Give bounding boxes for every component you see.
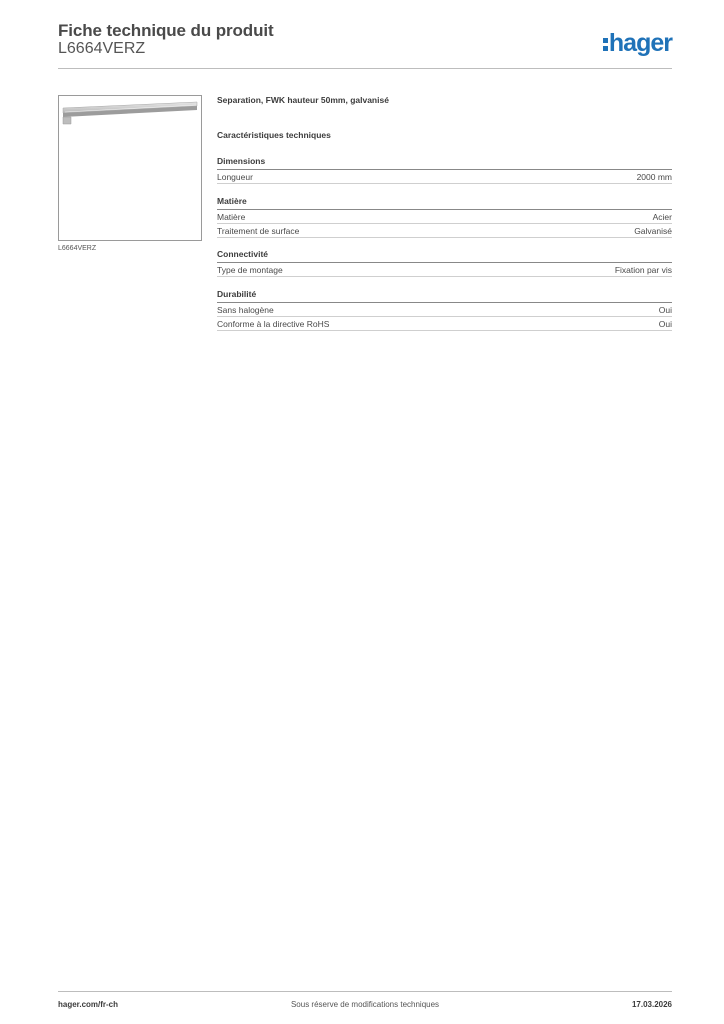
spec-label: Matière (217, 212, 246, 222)
spec-label: Traitement de surface (217, 226, 300, 236)
group-title: Connectivité (217, 249, 672, 263)
product-image (58, 95, 202, 241)
spec-label: Longueur (217, 172, 253, 182)
hager-logo (603, 29, 672, 57)
spec-group-durability (217, 289, 672, 331)
spec-label: Sans halogène (217, 305, 274, 315)
spec-value: Oui (658, 319, 672, 329)
spec-value: Fixation par vis (614, 265, 672, 275)
footer-date: 17.03.2026 (631, 1000, 672, 1009)
spec-row (217, 210, 672, 224)
logo-text: hager (608, 28, 672, 57)
group-title: Matière (217, 196, 672, 210)
spec-group-material (217, 196, 672, 238)
document-title: Fiche technique du produit (58, 21, 274, 40)
logo-colon-mark (603, 35, 608, 51)
spec-row (217, 263, 672, 277)
page-footer (58, 991, 672, 1013)
page-header (58, 20, 672, 69)
group-title: Durabilité (217, 289, 672, 303)
spec-label: Conforme à la directive RoHS (217, 319, 330, 329)
spec-row (217, 303, 672, 317)
technical-characteristics-title: Caractéristiques techniques (217, 130, 331, 140)
spec-row (217, 317, 672, 331)
product-reference: L6664VERZ (58, 40, 146, 57)
product-details (217, 95, 672, 331)
spec-label: Type de montage (217, 265, 283, 275)
spec-group-dimensions (217, 156, 672, 184)
spec-value: 2000 mm (636, 172, 672, 182)
group-title: Dimensions (217, 156, 672, 170)
spec-value: Oui (658, 305, 672, 315)
footer-disclaimer: Sous réserve de modifications techniques (290, 1000, 440, 1009)
spec-row (217, 170, 672, 184)
product-description: Separation, FWK hauteur 50mm, galvanisé (217, 95, 389, 105)
spec-row (217, 224, 672, 238)
footer-website-link[interactable]: hager.com/fr-ch (58, 1000, 119, 1009)
spec-value: Galvanisé (634, 226, 672, 236)
separator-rail-illustration (59, 96, 201, 240)
image-caption: L6664VERZ (58, 245, 97, 252)
spec-value: Acier (652, 212, 672, 222)
spec-group-connectivity (217, 249, 672, 277)
